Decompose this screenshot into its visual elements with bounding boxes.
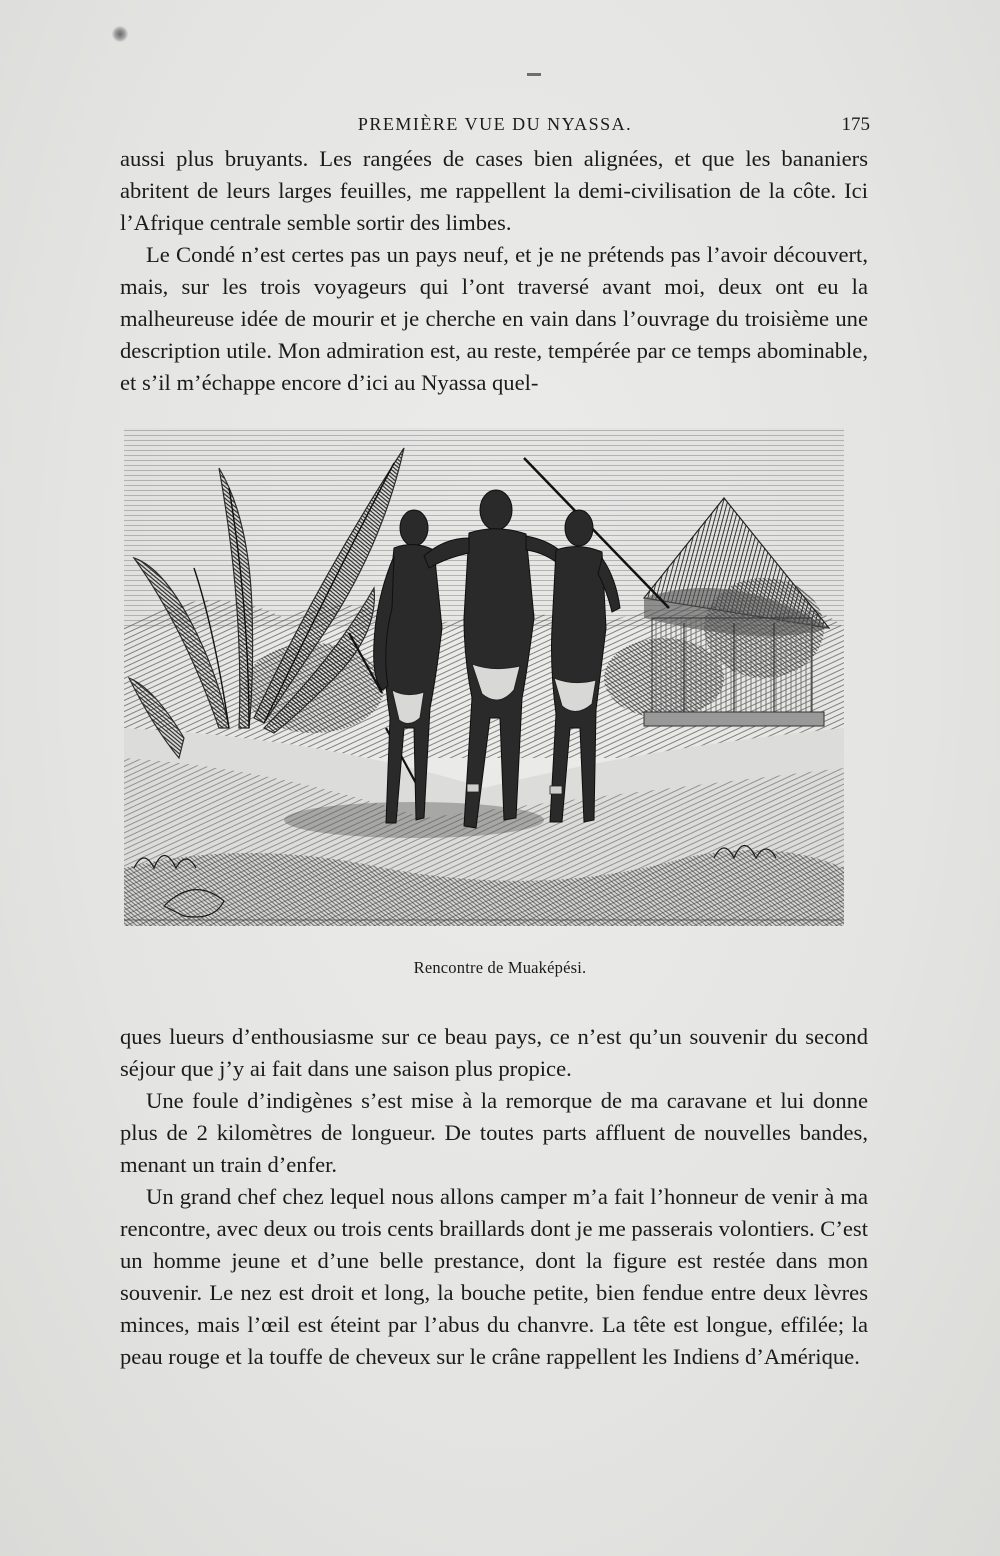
page-number: 175 bbox=[841, 114, 870, 135]
running-title: PREMIÈRE VUE DU NYASSA. bbox=[357, 114, 633, 134]
paragraph-continued: ques lueurs d’enthousiasme sur ce beau pays, ce n’est qu’un souvenir du second séjour que j’y ai fait dans une saison plus propice. bbox=[120, 1024, 868, 1081]
paragraph-continued: aussi plus bruyants. Les rangées de cases bien alignées, et que les bananiers abritent de leurs larges feuilles, me rappellent la demi-civilisation de la côte. Ici l’Afrique centrale semble sortir des limbes. bbox=[120, 146, 868, 235]
text-block-top bbox=[120, 143, 868, 399]
text-block-bottom bbox=[120, 1021, 868, 1373]
figure-caption: Rencontre de Muaképési. bbox=[413, 958, 587, 977]
engraving-illustration-icon bbox=[124, 428, 844, 926]
engraving-illustration bbox=[124, 428, 844, 926]
paragraph: Le Condé n’est certes pas un pays neuf, et je ne prétends pas l’avoir découvert, mais, sur les trois voyageurs qui l’ont traversé avant moi, deux ont eu la malheureuse idée de mourir et je cherche en vain dans l’ouvrage du troisième une description utile. Mon admiration est, au reste, tempérée par ce temps abominable, et s’il m’échappe encore d’ici au Nyassa quel- bbox=[120, 242, 868, 395]
printer-mark bbox=[527, 73, 541, 76]
running-head bbox=[120, 112, 870, 136]
ink-speck bbox=[112, 26, 128, 42]
paragraph: Une foule d’indigènes s’est mise à la remorque de ma caravane et lui donne plus de 2 kilomètres de longueur. De toutes parts affluent de nouvelles bandes, menant un train d’enfer. bbox=[120, 1088, 868, 1177]
paragraph: Un grand chef chez lequel nous allons camper m’a fait l’honneur de venir à ma rencontre, avec deux ou trois cents braillards dont je me passerais volontiers. C’est un homme jeune et d’une belle prestance, dont la figure est restée dans mon souvenir. Le nez est droit et long, la bouche petite, bien fendue entre deux lèvres minces, mais l’œil est éteint par l’abus du chanvre. La tête est longue, effilée; la peau rouge et la touffe de cheveux sur le crâne rappellent les Indiens d’Amérique. bbox=[120, 1184, 868, 1369]
